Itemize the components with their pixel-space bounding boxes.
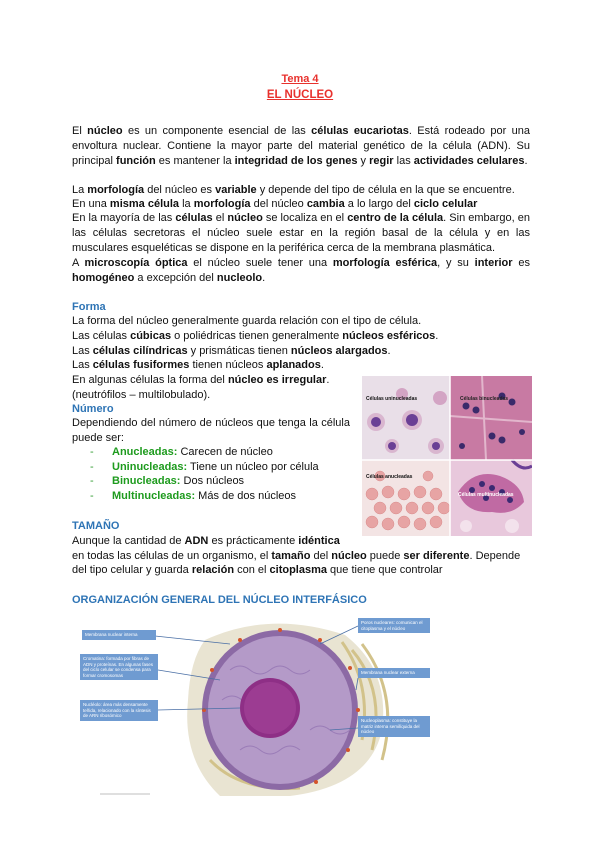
forma-line-5: En algunas células la forma del núcleo es irregular. [72, 374, 330, 386]
list-item: - Uninucleadas: Tiene un núcleo por célula [90, 461, 319, 473]
label-cromatina: Cromatina: formada por fibras de ADN y proteínas. En algunas fases del ciclo celular se condensa para formar cromosomas [80, 654, 158, 680]
photo-label-multinucleadas: Células multinucleadas [458, 492, 514, 498]
organizacion-heading: ORGANIZACIÓN GENERAL DEL NÚCLEO INTERFÁSICO [72, 594, 367, 606]
tamano-line-3: del tipo celular y guarda relación con el citoplasma que tiene que controlar [72, 564, 443, 576]
forma-line-2: Las células cúbicas o poliédricas tienen generalmente núcleos esféricos. [72, 330, 439, 342]
label-membrana-interna: Membrana nuclear interna [82, 630, 156, 640]
intro-paragraph-4: En la mayoría de las células el núcleo se localiza en el centro de la célula. Sin embargo, en las células secretoras el núcleo suele estar en la región basal de la célula y en las musculares esqueléticas se dispone en la periférica cerca de la membrana plasmática. [72, 212, 531, 254]
photo-label-anucleadas: Células anucleadas [366, 474, 413, 480]
intro-paragraph-3: En una misma célula la morfología del núcleo cambia a lo largo del ciclo celular [72, 198, 478, 210]
list-item: - Anucleadas: Carecen de núcleo [90, 446, 273, 458]
photo-label-uninucleadas: Células uninucleadas [366, 396, 418, 402]
intro-paragraph-1: El núcleo es un componente esencial de las células eucariotas. Está rodeado por una envoltura nuclear. Contiene la mayor parte del material genético de la célula (ADN). Su principal función es mantener la integridad de los genes y regir las actividades celulares. [72, 125, 530, 167]
tema-number: Tema 4 [281, 73, 319, 85]
tamano-heading: TAMAÑO [72, 520, 120, 532]
intro-paragraph-2: La morfología del núcleo es variable y depende del tipo de célula en la que se encuentre. [72, 184, 515, 196]
tamano-line-2: en todas las células de un organismo, el tamaño del núcleo puede ser diferente. Depende [72, 550, 521, 562]
forma-line-4: Las células fusiformes tienen núcleos aplanados. [72, 359, 324, 371]
cell-micrograph-collage [362, 376, 532, 536]
numero-heading: Número [72, 403, 114, 415]
label-poros-nucleares: Poros nucleares: comunican el citoplasma y el núcleo [358, 618, 430, 633]
numero-intro: Dependiendo del número de núcleos que tenga la célula puede ser: [72, 417, 350, 444]
nucleus-diagram [70, 610, 442, 796]
forma-line-3: Las células cilíndricas y prismáticas tienen núcleos alargados. [72, 345, 391, 357]
label-nucleoplasma: Nucleoplasma: constituye la matriz interna semilíquida del núcleo [358, 716, 430, 737]
list-item: - Multinucleadas: Más de dos núcleos [90, 490, 297, 502]
label-membrana-externa: Membrana nuclear externa [358, 668, 430, 678]
tamano-line-1: Aunque la cantidad de ADN es prácticamente idéntica [72, 535, 340, 547]
list-item: - Binucleadas: Dos núcleos [90, 475, 245, 487]
forma-line-6: (neutrófilos – multilobulado). [72, 389, 211, 401]
forma-heading: Forma [72, 301, 106, 313]
page-title: EL NÚCLEO [266, 89, 334, 101]
photo-label-binucleadas: Células binucleadas [460, 396, 509, 402]
label-nucleolo: Nucléolo: área más densamente teñida, relacionado con la síntesis de ARN ribosómico [80, 700, 158, 721]
forma-line-1: La forma del núcleo generalmente guarda relación con el tipo de célula. [72, 315, 422, 327]
intro-paragraph-5: A microscopía óptica el núcleo suele tener una morfología esférica, y su interior es homogéneo a excepción del nucleolo. [72, 257, 530, 284]
